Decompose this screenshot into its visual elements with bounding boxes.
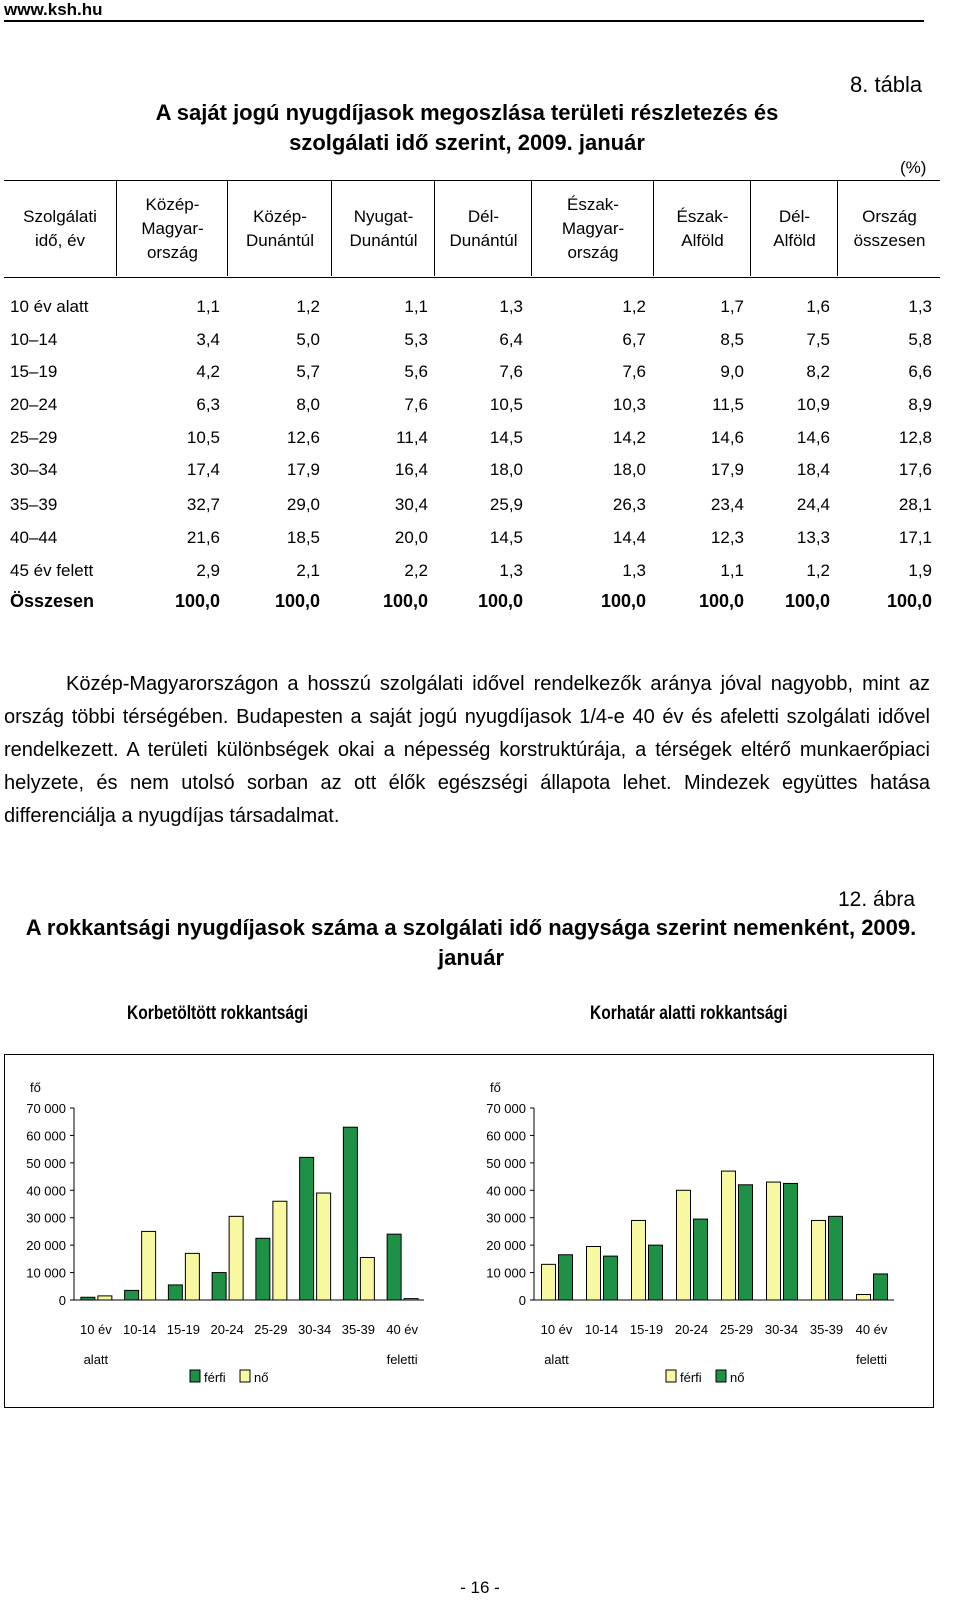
table-cell: 1,2 xyxy=(296,297,320,316)
table-cell: 1,3 xyxy=(499,561,523,580)
legend-swatch xyxy=(716,1370,726,1382)
bar-no xyxy=(559,1255,573,1300)
table-cell: 20,0 xyxy=(394,528,428,547)
x-tick-label: 10 év xyxy=(79,1322,112,1337)
col-header-eszak-alfold: Észak- Alföld xyxy=(653,181,751,276)
table-cell: 10,5 xyxy=(186,428,220,447)
table-cell: 18,0 xyxy=(489,460,523,479)
table-cell: 5,3 xyxy=(404,330,428,349)
table-cell: 100,0 xyxy=(600,591,646,611)
y-tick-label: 70 000 xyxy=(486,1101,526,1116)
x-tick-label: 35-39 xyxy=(809,1322,844,1337)
bar-no xyxy=(874,1274,888,1300)
x-tick-label: 20-24 xyxy=(674,1322,709,1337)
table-cell: 28,1 xyxy=(898,495,932,514)
table-cell: 1,3 xyxy=(908,297,932,316)
table-cell: 25,9 xyxy=(489,495,523,514)
x-tick-label: 20-24 xyxy=(210,1322,244,1337)
table-cell: 24,4 xyxy=(796,495,830,514)
table-cell: 1,1 xyxy=(720,561,744,580)
x-tick-label: 10-14 xyxy=(123,1322,157,1337)
bar-ferfi xyxy=(632,1220,646,1300)
col-header-kozep-magyarorszag: Közép- Magyar- ország xyxy=(116,181,228,276)
y-tick-label: 30 000 xyxy=(486,1210,526,1226)
y-tick-label: 10 000 xyxy=(26,1265,66,1281)
table-cell: 100,0 xyxy=(382,591,428,611)
table-cell: 7,6 xyxy=(499,362,523,381)
y-axis-unit: fő xyxy=(30,1080,41,1095)
row-label: 40–44 xyxy=(10,528,58,547)
table-row xyxy=(0,358,960,390)
table-cell: 100,0 xyxy=(784,591,830,611)
x-tick-label: 25-29 xyxy=(254,1322,288,1337)
bar-ferfi xyxy=(256,1238,270,1300)
table-cell: 26,3 xyxy=(612,495,646,514)
legend-swatch xyxy=(240,1370,250,1382)
legend-label: nő xyxy=(730,1370,745,1385)
bar-ferfi xyxy=(81,1297,95,1300)
header-rule xyxy=(4,20,924,22)
table-cell: 17,9 xyxy=(710,460,744,479)
table-row xyxy=(0,326,960,358)
bar-no xyxy=(694,1219,708,1300)
table-cell: 4,2 xyxy=(196,362,220,381)
table-row xyxy=(0,491,960,523)
table-cell: 18,5 xyxy=(286,528,320,547)
table-cell: 12,8 xyxy=(898,428,932,447)
table-cell: 17,9 xyxy=(286,460,320,479)
x-tick-label: alatt xyxy=(544,1352,569,1367)
row-label: 10–14 xyxy=(10,330,58,349)
y-tick-label: 70 000 xyxy=(26,1101,66,1116)
x-tick-label: 10-14 xyxy=(584,1322,619,1337)
table-cell: 5,7 xyxy=(296,362,320,381)
y-tick-label: 0 xyxy=(518,1293,526,1308)
table-cell: 13,3 xyxy=(796,528,830,547)
table-cell: 3,4 xyxy=(196,330,220,349)
table-cell: 11,5 xyxy=(712,395,744,414)
bar-ferfi xyxy=(300,1157,314,1300)
bar-no xyxy=(404,1299,418,1300)
x-tick-label: 30-34 xyxy=(764,1322,799,1337)
table-cell: 5,6 xyxy=(404,362,428,381)
bar-no xyxy=(829,1216,843,1300)
table-cell: 1,6 xyxy=(806,297,830,316)
row-label: 45 év felett xyxy=(10,561,94,580)
x-tick-label: 30-34 xyxy=(298,1322,332,1337)
bar-ferfi xyxy=(168,1285,182,1300)
table-row xyxy=(0,293,960,325)
table-cell: 30,4 xyxy=(394,495,428,514)
table-cell: 100,0 xyxy=(274,591,320,611)
table-cell: 9,0 xyxy=(720,362,744,381)
y-tick-label: 0 xyxy=(58,1293,66,1308)
x-tick-label: 35-39 xyxy=(341,1322,375,1337)
bar-ferfi xyxy=(857,1295,871,1300)
x-tick-label: 10 év xyxy=(540,1322,573,1337)
bar-no xyxy=(739,1185,753,1300)
table-row xyxy=(0,456,960,488)
row-label: 20–24 xyxy=(10,395,58,414)
bar-ferfi xyxy=(125,1290,139,1300)
table-cell: 5,0 xyxy=(296,330,320,349)
table-cell: 14,6 xyxy=(796,428,830,447)
col-header-szolgalati-ido: Szolgálati idő, év xyxy=(23,206,97,250)
bar-no xyxy=(317,1193,331,1300)
chart-title-korbetoltott: Korbetöltött rokkantsági xyxy=(127,1003,308,1024)
table-row xyxy=(0,424,960,456)
bar-ferfi xyxy=(212,1273,226,1300)
table-cell: 17,4 xyxy=(186,460,220,479)
bar-ferfi xyxy=(767,1182,781,1300)
table-cell: 6,6 xyxy=(908,362,932,381)
table-cell: 1,1 xyxy=(404,297,428,316)
table-cell: 23,4 xyxy=(710,495,744,514)
table-cell: 6,3 xyxy=(196,395,220,414)
bar-no xyxy=(98,1296,112,1300)
x-tick-label: feletti xyxy=(855,1352,888,1367)
col-header-kozep-dunantul: Közép- Dunántúl xyxy=(227,181,332,276)
col-header-del-alfold: Dél- Alföld xyxy=(750,181,838,276)
table-cell: 12,3 xyxy=(710,528,744,547)
y-tick-label: 60 000 xyxy=(486,1128,526,1144)
row-label: 25–29 xyxy=(10,428,58,447)
bar-no xyxy=(604,1256,618,1300)
bar-ferfi xyxy=(812,1220,826,1300)
table-cell: 10,3 xyxy=(612,395,646,414)
table-cell: 14,4 xyxy=(612,528,646,547)
table-cell: 17,6 xyxy=(898,460,932,479)
table-header-rule xyxy=(4,277,940,278)
y-tick-label: 50 000 xyxy=(486,1155,526,1171)
legend-label: nő xyxy=(254,1370,269,1385)
col-header-del-dunantul: Dél- Dunántúl xyxy=(434,181,532,276)
table-cell: 10,9 xyxy=(796,395,830,414)
row-label: 35–39 xyxy=(10,495,58,514)
figure-title: A rokkantsági nyugdíjasok száma a szolgálati idő nagysága szerint nemenként, 2009. január xyxy=(25,915,917,970)
table-cell: 1,3 xyxy=(622,561,646,580)
table-cell: 14,5 xyxy=(489,428,523,447)
table-cell: 18,0 xyxy=(612,460,646,479)
table-cell: 6,4 xyxy=(499,330,523,349)
x-tick-label: alatt xyxy=(83,1352,109,1367)
table-row xyxy=(0,557,960,589)
table-cell: 7,6 xyxy=(622,362,646,381)
bar-ferfi xyxy=(542,1264,556,1300)
legend-swatch xyxy=(190,1370,200,1382)
table-cell: 29,0 xyxy=(286,495,320,514)
y-tick-label: 20 000 xyxy=(486,1238,526,1254)
table-cell: 2,2 xyxy=(404,561,428,580)
table-cell: 6,7 xyxy=(622,330,646,349)
x-tick-label: 40 év xyxy=(855,1322,888,1337)
table-cell: 11,4 xyxy=(396,428,428,447)
table-unit: (%) xyxy=(900,158,927,177)
bar-no xyxy=(229,1216,243,1300)
legend-label: férfi xyxy=(204,1370,226,1385)
table-cell: 14,2 xyxy=(612,428,646,447)
row-label: Összesen xyxy=(10,591,95,611)
table-cell: 12,6 xyxy=(286,428,320,447)
x-tick-label: feletti xyxy=(386,1352,418,1367)
table-cell: 21,6 xyxy=(186,528,220,547)
bar-charts xyxy=(4,1054,934,1408)
bar-ferfi xyxy=(722,1171,736,1300)
bar-no xyxy=(784,1183,798,1300)
bar-ferfi xyxy=(387,1234,401,1300)
table-cell: 1,3 xyxy=(499,297,523,316)
table-number: 8. tábla xyxy=(850,72,923,97)
table-cell: 100,0 xyxy=(698,591,744,611)
body-paragraph: Közép-Magyarországon a hosszú szolgálati idővel rendelkezők aránya jóval nagyobb, mint az ország többi térségében. Budapesten a saját jogú nyugdíjasok 1/4-e 40 év és afeletti szolgálati idővel rendelkezett. A területi különbségek okai a népesség korstruktúrája, a térségek eltérő munkaerőpiaci helyzete, és nem utolsó sorban az ott élők egészségi állapota lehet. Mindezek együttes hatása differenciálja a nyugdíjas társadalmat. xyxy=(4,673,930,827)
y-axis-unit: fő xyxy=(490,1080,501,1095)
table-cell: 14,5 xyxy=(489,528,523,547)
table-row xyxy=(0,391,960,423)
table-cell: 1,2 xyxy=(806,561,830,580)
row-label: 30–34 xyxy=(10,460,58,479)
figure-number: 12. ábra xyxy=(838,888,916,911)
chart-title-korhatar-alatti: Korhatár alatti rokkantsági xyxy=(590,1003,788,1024)
table-cell: 18,4 xyxy=(796,460,830,479)
col-header-eszak-magyarorszag: Észak- Magyar- ország xyxy=(531,181,654,276)
y-tick-label: 30 000 xyxy=(26,1210,66,1226)
y-tick-label: 20 000 xyxy=(26,1238,66,1254)
row-label: 10 év alatt xyxy=(10,297,89,316)
bar-no xyxy=(185,1253,199,1300)
table-cell: 16,4 xyxy=(394,460,428,479)
table-cell: 8,9 xyxy=(908,395,932,414)
table-cell: 32,7 xyxy=(186,495,220,514)
table-cell: 14,6 xyxy=(710,428,744,447)
table-row xyxy=(0,524,960,556)
x-tick-label: 25-29 xyxy=(719,1322,754,1337)
table-total-row xyxy=(0,587,960,619)
row-label: 15–19 xyxy=(10,362,58,381)
table-cell: 8,5 xyxy=(720,330,744,349)
y-tick-label: 60 000 xyxy=(26,1128,66,1144)
table-cell: 1,7 xyxy=(720,297,744,316)
site-url[interactable]: www.ksh.hu xyxy=(4,0,103,19)
legend-swatch xyxy=(666,1370,676,1382)
page-number: - 16 - xyxy=(460,1578,500,1597)
y-tick-label: 10 000 xyxy=(486,1265,526,1281)
table-cell: 10,5 xyxy=(489,395,523,414)
x-tick-label: 15-19 xyxy=(629,1322,664,1337)
y-tick-label: 40 000 xyxy=(486,1183,526,1199)
y-tick-label: 50 000 xyxy=(26,1155,66,1171)
table-cell: 1,9 xyxy=(908,561,932,580)
bar-no xyxy=(360,1257,374,1300)
legend-label: férfi xyxy=(680,1370,702,1385)
bar-ferfi xyxy=(343,1127,357,1300)
x-tick-label: 15-19 xyxy=(166,1322,200,1337)
table-cell: 100,0 xyxy=(886,591,932,611)
table-cell: 100,0 xyxy=(174,591,220,611)
table-cell: 2,9 xyxy=(196,561,220,580)
table-cell: 1,2 xyxy=(622,297,646,316)
bar-ferfi xyxy=(677,1190,691,1300)
table-cell: 7,6 xyxy=(404,395,428,414)
table-cell: 2,1 xyxy=(296,561,320,580)
bar-no xyxy=(142,1231,156,1300)
table-title: A saját jogú nyugdíjasok megoszlása területi részletezés és szolgálati idő szerint, 2009. január xyxy=(155,100,779,155)
col-header-orszag-osszesen: Ország összesen xyxy=(837,181,941,276)
table-cell: 8,2 xyxy=(806,362,830,381)
x-tick-label: 40 év xyxy=(386,1322,419,1337)
table-cell: 1,1 xyxy=(196,297,220,316)
bar-no xyxy=(649,1245,663,1300)
table-cell: 17,1 xyxy=(898,528,932,547)
table-cell: 100,0 xyxy=(477,591,523,611)
bar-ferfi xyxy=(587,1247,601,1300)
table-cell: 7,5 xyxy=(806,330,830,349)
col-header-nyugat-dunantul: Nyugat- Dunántúl xyxy=(331,181,435,276)
bar-no xyxy=(273,1201,287,1300)
table-cell: 5,8 xyxy=(908,330,932,349)
y-tick-label: 40 000 xyxy=(26,1183,66,1199)
table-cell: 8,0 xyxy=(296,395,320,414)
